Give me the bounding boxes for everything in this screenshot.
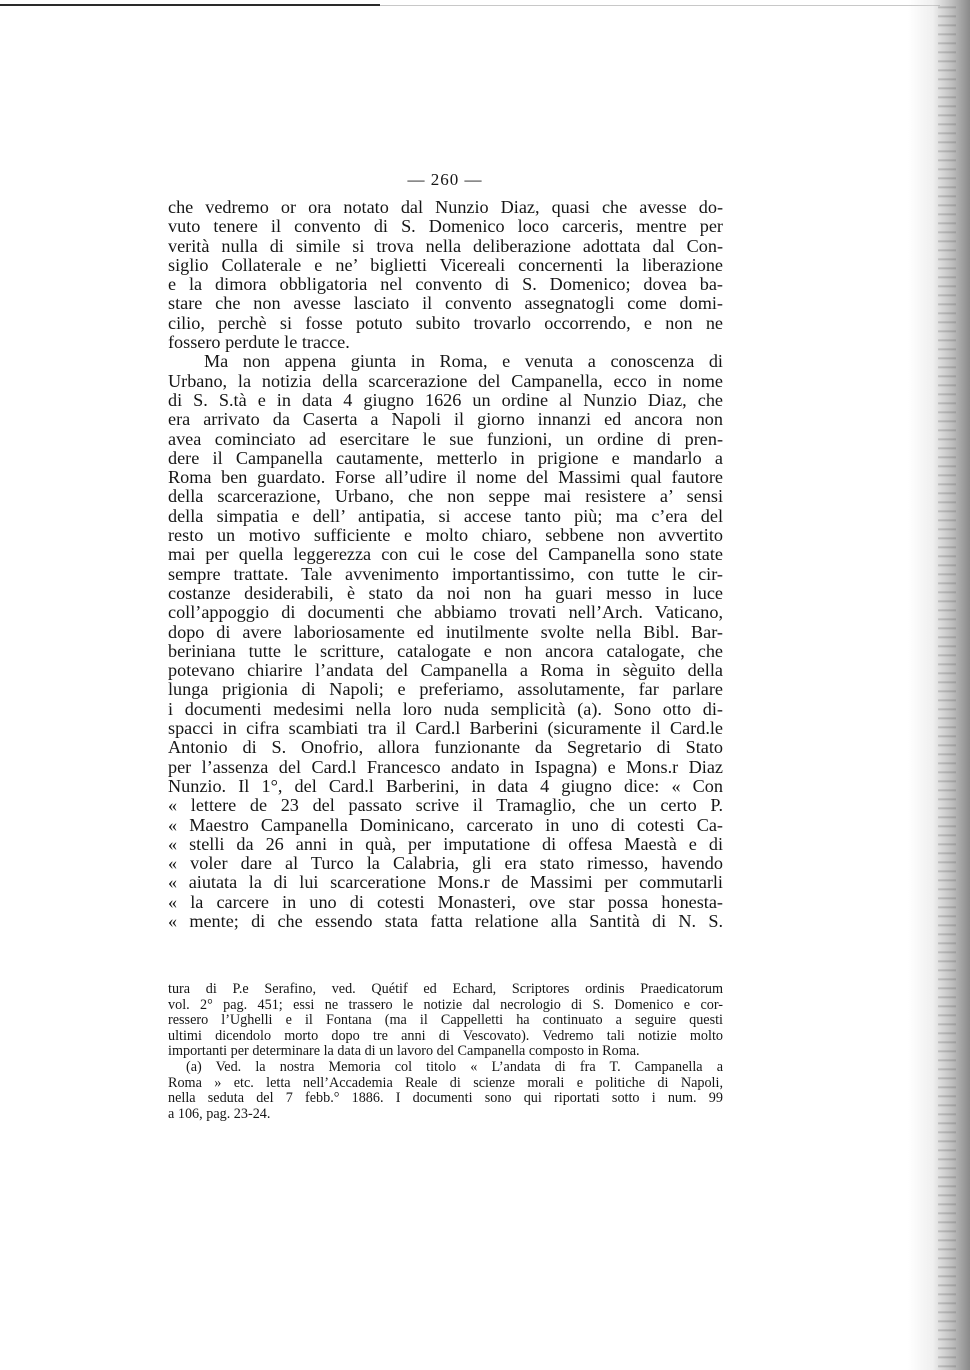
footnote-line: ressero l’Ughelli e il Fontana (ma il Cappelletti ha continuato a seguire questi (168, 1012, 723, 1029)
body-line: « voler dare al Turco la Calabria, gli era stato rimesso, havendo (168, 853, 723, 874)
body-line: dere il Campanella cautamente, metterlo in prigione e mandarlo a (168, 447, 723, 468)
body-line: « mente; di che essendo stata fatta relatione alla Santità di N. S. (168, 910, 723, 931)
body-line: per l’assenza del Card.l Francesco andato in Ispagna) e Mons.r Diaz (168, 756, 723, 777)
body-line: « Maestro Campanella Dominicano, carcerato in uno di cotesti Ca- (168, 814, 723, 835)
body-line: Antonio di S. Onofrio, allora funzionante da Segretario di Stato (168, 737, 723, 758)
footnotes (168, 982, 723, 1122)
body-line: fossero perdute le tracce. (168, 332, 350, 353)
scan-top-rule-faint (380, 5, 940, 6)
body-line: cilio, perchè si fosse potuto subito trovarlo occorrendo, e non ne (168, 312, 723, 333)
body-line: Ma non appena giunta in Roma, e venuta a conoscenza di (204, 351, 723, 372)
body-line: siglio Collaterale e ne’ biglietti Vicereali concernenti la liberazione (168, 254, 723, 275)
body-line: costanze desiderabili, è stato da noi non ha guari messo in luce (168, 582, 723, 603)
body-line: di S. S.tà e in data 4 giugno 1626 un ordine al Nunzio Diaz, che (168, 389, 723, 410)
body-line: stare che non avesse lasciato il convento assegnatogli come domi- (168, 293, 723, 314)
body-line: « aiutata la di lui scarceratione Mons.r de Massimi per commutarli (168, 872, 723, 893)
footnote-line: a 106, pag. 23-24. (168, 1105, 271, 1122)
body-line: coll’appoggio di documenti che abbiamo trovati nell’Arch. Vaticano, (168, 602, 723, 623)
footnote-line: importanti per determinare la data di un lavoro del Campanella composto in Roma. (168, 1043, 640, 1060)
body-line: che vedremo or ora notato dal Nunzio Diaz, quasi che avesse do- (168, 197, 723, 217)
footnote-line: tura di P.e Serafino, ved. Quétif ed Echard, Scriptores ordinis Praedicatorum (168, 981, 723, 997)
body-line: spacci in cifra scambiati tra il Card.l Barberini (sicuramente il Card.le (168, 718, 723, 739)
body-line: della scarcerazione, Urbano, che non seppe mai resistere a’ sensi (168, 486, 723, 507)
body-line: sempre trattate. Tale avvenimento importantissimo, con tutte le cir- (168, 563, 723, 584)
body-line: verità nulla di simile si trova nella deliberazione adottata dal Con- (168, 235, 723, 256)
body-line: « la carcere in uno di cotesti Monasteri, ove star possa honesta- (168, 891, 723, 912)
body-line: e la dimora obbligatoria nel convento di S. Domenico; dovea ba- (168, 274, 723, 295)
footnote-line: Roma » etc. letta nell’Accademia Reale di scienze morali e politiche di Napoli, (168, 1074, 723, 1091)
footnote-line: nella seduta del 7 febb.° 1886. I documenti sono qui riportati sotto i num. 99 (168, 1090, 723, 1107)
body-line: della simpatia e dell’ antipatia, si accese tanto più; ma c’era del (168, 505, 723, 526)
body-line: lunga prigionia di Napoli; e preferiamo, assolutamente, far parlare (168, 679, 723, 700)
body-line: avea cominciato ad esercitare le sue funzioni, un ordine di pren- (168, 428, 723, 449)
body-line: i documenti medesimi nella loro nuda semplicità (a). Sono otto di- (168, 698, 723, 719)
body-line: dopo di avere laboriosamente ed inutilmente svolte nella Bibl. Bar- (168, 621, 723, 642)
body-line: vuto tenere il convento di S. Domenico loco carceris, mentre per (168, 216, 723, 237)
footnote-line: vol. 2° pag. 451; essi ne trassero le notizie dal necrologio di S. Domenico e cor- (168, 996, 723, 1013)
body-line: potevano chiarire l’andata del Campanella a Roma in sèguito della (168, 660, 723, 681)
body-line: beriniana tutte le scritture, catalogate e non ancora catalogate, che (168, 640, 723, 661)
body-line: Roma ben guardato. Forse all’udire il nome del Massimi qual fautore (168, 467, 723, 488)
footnote-line: (a) Ved. la nostra Memoria col titolo « L’andata di fra T. Campanella a (186, 1058, 723, 1075)
scan-top-rule (0, 4, 380, 6)
body-line: Nunzio. Il 1°, del Card.l Barberini, in data 4 giugno dice: « Con (168, 775, 723, 796)
body-line: Urbano, la notizia della scarcerazione del Campanella, ecco in nome (168, 370, 723, 391)
footnote-line: ultimi dicendolo morto dopo tre anni di Vescovato). Vedremo tali notizie molto (168, 1027, 723, 1044)
body-text (168, 198, 723, 931)
body-line: « stelli da 26 anni in quà, per imputatione di offesa Maestà e di (168, 833, 723, 854)
body-line: resto un motivo sufficiente e molto chiaro, sebbene non avvertito (168, 525, 723, 546)
page-number: — 260 — (407, 170, 483, 189)
body-line: era arrivato da Caserta a Napoli il giorno innanzi ed ancora non (168, 409, 723, 430)
scan-page-edge-texture (938, 0, 956, 1370)
body-line: « lettere de 23 del passato scrive il Tramaglio, che un certo P. (168, 795, 723, 816)
body-line: mai per quella leggerezza con cui le cose del Campanella sono state (168, 544, 723, 565)
